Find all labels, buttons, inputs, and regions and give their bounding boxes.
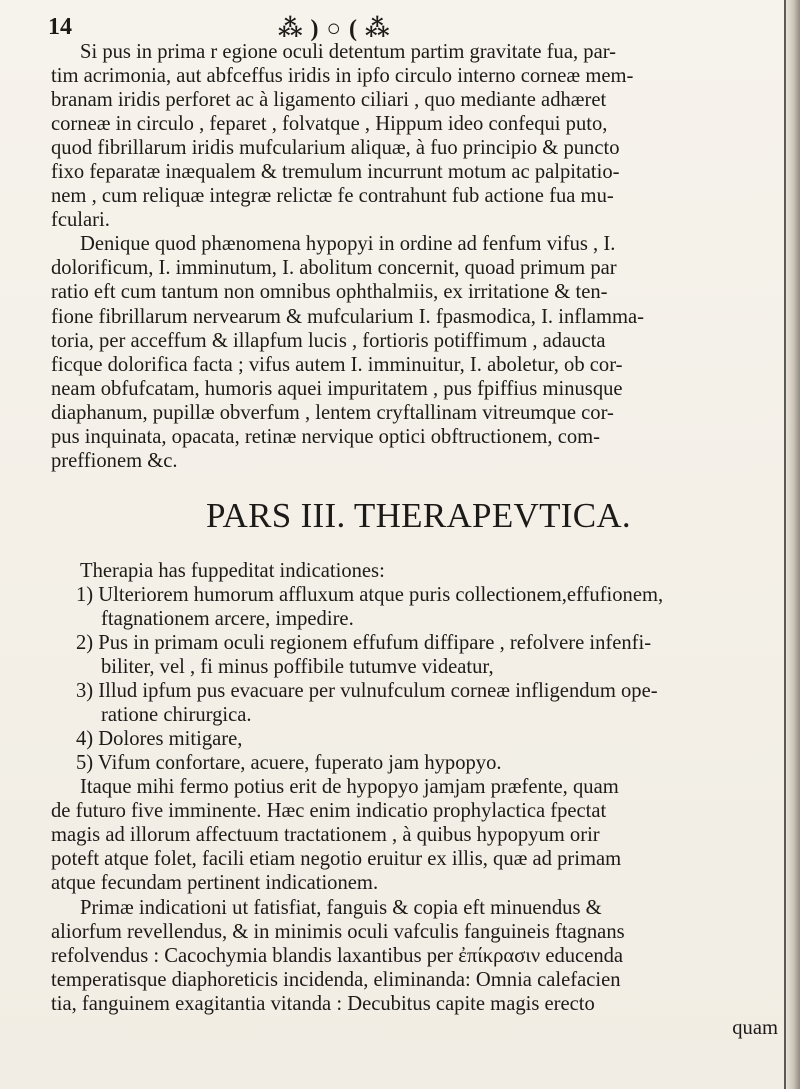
indication-continuation: ratione chirurgica.	[101, 704, 252, 727]
indication-item: 1) Ulteriorem humorum affluxum atque puris collectionem,effufionem,	[76, 583, 664, 606]
text-line: poteft atque folet, facili etiam negotio eruitur ex illis, quæ ad primam	[51, 848, 622, 871]
text-line: Denique quod phænomena hypopyi in ordine ad fenfum vifus , I.	[80, 233, 616, 256]
text-line: aliorfum revellendus, & in minimis oculi vafculis fanguineis ftagnans	[51, 920, 625, 943]
indication-item: 4) Dolores mitigare,	[76, 728, 243, 751]
text-line: Primæ indicationi ut fatisfiat, fanguis & copia eft minuendus &	[80, 896, 602, 919]
indication-continuation: biliter, vel , fi minus poffibile tutumve videatur,	[101, 656, 494, 679]
adjacent-page-edge	[786, 0, 800, 1089]
text-line: corneæ in circulo , feparet , folvatque , Hippum ideo confequi puto,	[51, 113, 608, 136]
text-line: tim acrimonia, aut abfceffus iridis in ipfo circulo interno corneæ mem-	[51, 65, 634, 88]
text-line: temperatisque diaphoreticis incidenda, eliminanda: Omnia calefacien	[51, 968, 621, 991]
text-line: atque fecundam pertinent indicationem.	[51, 872, 379, 895]
indication-item: 3) Illud ipfum pus evacuare per vulnufculum corneæ infligendum ope-	[76, 680, 658, 703]
text-line: Therapia has fuppeditat indicationes:	[80, 559, 385, 582]
text-line: ficque dolorifica facta ; vifus autem I. imminuitur, I. aboletur, ob cor-	[51, 353, 623, 376]
text-line: diaphanum, pupillæ obverfum , lentem cryftallinam vitreumque cor-	[51, 401, 614, 424]
text-line: de futuro five imminente. Hæc enim indicatio prophylactica fpectat	[51, 800, 607, 823]
text-line: dolorificum, I. imminutum, I. abolitum concernit, quoad primum par	[51, 257, 617, 280]
text-line: nem , cum reliquæ integræ relictæ fe contrahunt fub actione fua mu-	[51, 185, 614, 208]
text-line: Si pus in prima r egione oculi detentum partim gravitate fua, par-	[80, 41, 617, 63]
text-line: ratio eft cum tantum non omnibus ophthalmiis, ex irritatione & ten-	[51, 281, 608, 304]
text-line: toria, per acceffum & illapfum lucis , fortioris potiffimum , adaucta	[51, 329, 606, 352]
catchword: quam	[732, 1016, 778, 1039]
text-line: fculari.	[51, 209, 110, 232]
indication-item: 5) Vifum confortare, acuere, fuperato jam hypopyo.	[76, 752, 502, 775]
text-line: branam iridis perforet ac à ligamento ciliari , quo mediante adhæret	[51, 89, 607, 112]
page-number: 14	[48, 14, 72, 40]
text-line: magis ad illorum affectuum tractationem , à quibus hypopyum orir	[51, 824, 600, 847]
latin-text-block	[51, 40, 786, 1040]
text-line: fixo feparatæ inæqualem & tremulum incurrunt motum ac palpitatio-	[51, 161, 620, 184]
text-line: fione fibrillarum nervearum & mufcularium I. fpasmodica, I. inflamma-	[51, 305, 645, 328]
section-title: PARS III. THERAPEVTICA.	[205, 495, 631, 535]
text-line: quod fibrillarum iridis mufcularium aliquæ, à fuo principio & puncto	[51, 137, 620, 160]
text-line: pus inquinata, opacata, retinæ nervique optici obftructionem, com-	[51, 425, 601, 448]
text-line: refolvendus : Cacochymia blandis laxantibus per ἐπίκρασιν educenda	[51, 944, 624, 967]
text-line: neam obfufcatam, humoris aquei impuritatem , pus fpiffius minusque	[51, 377, 623, 400]
text-line: Itaque mihi fermo potius erit de hypopyo jamjam præfente, quam	[80, 776, 619, 799]
indication-continuation: ftagnationem arcere, impedire.	[101, 607, 354, 630]
text-line: tia, fanguinem exagitantia vitanda : Decubitus capite magis erecto	[51, 992, 595, 1015]
header-ornament: ⁂ ) ○ ( ⁂	[278, 16, 391, 42]
indication-item: 2) Pus in primam oculi regionem effufum diffipare , refolvere infenfi-	[76, 631, 652, 654]
text-line: preffionem &c.	[51, 449, 178, 472]
